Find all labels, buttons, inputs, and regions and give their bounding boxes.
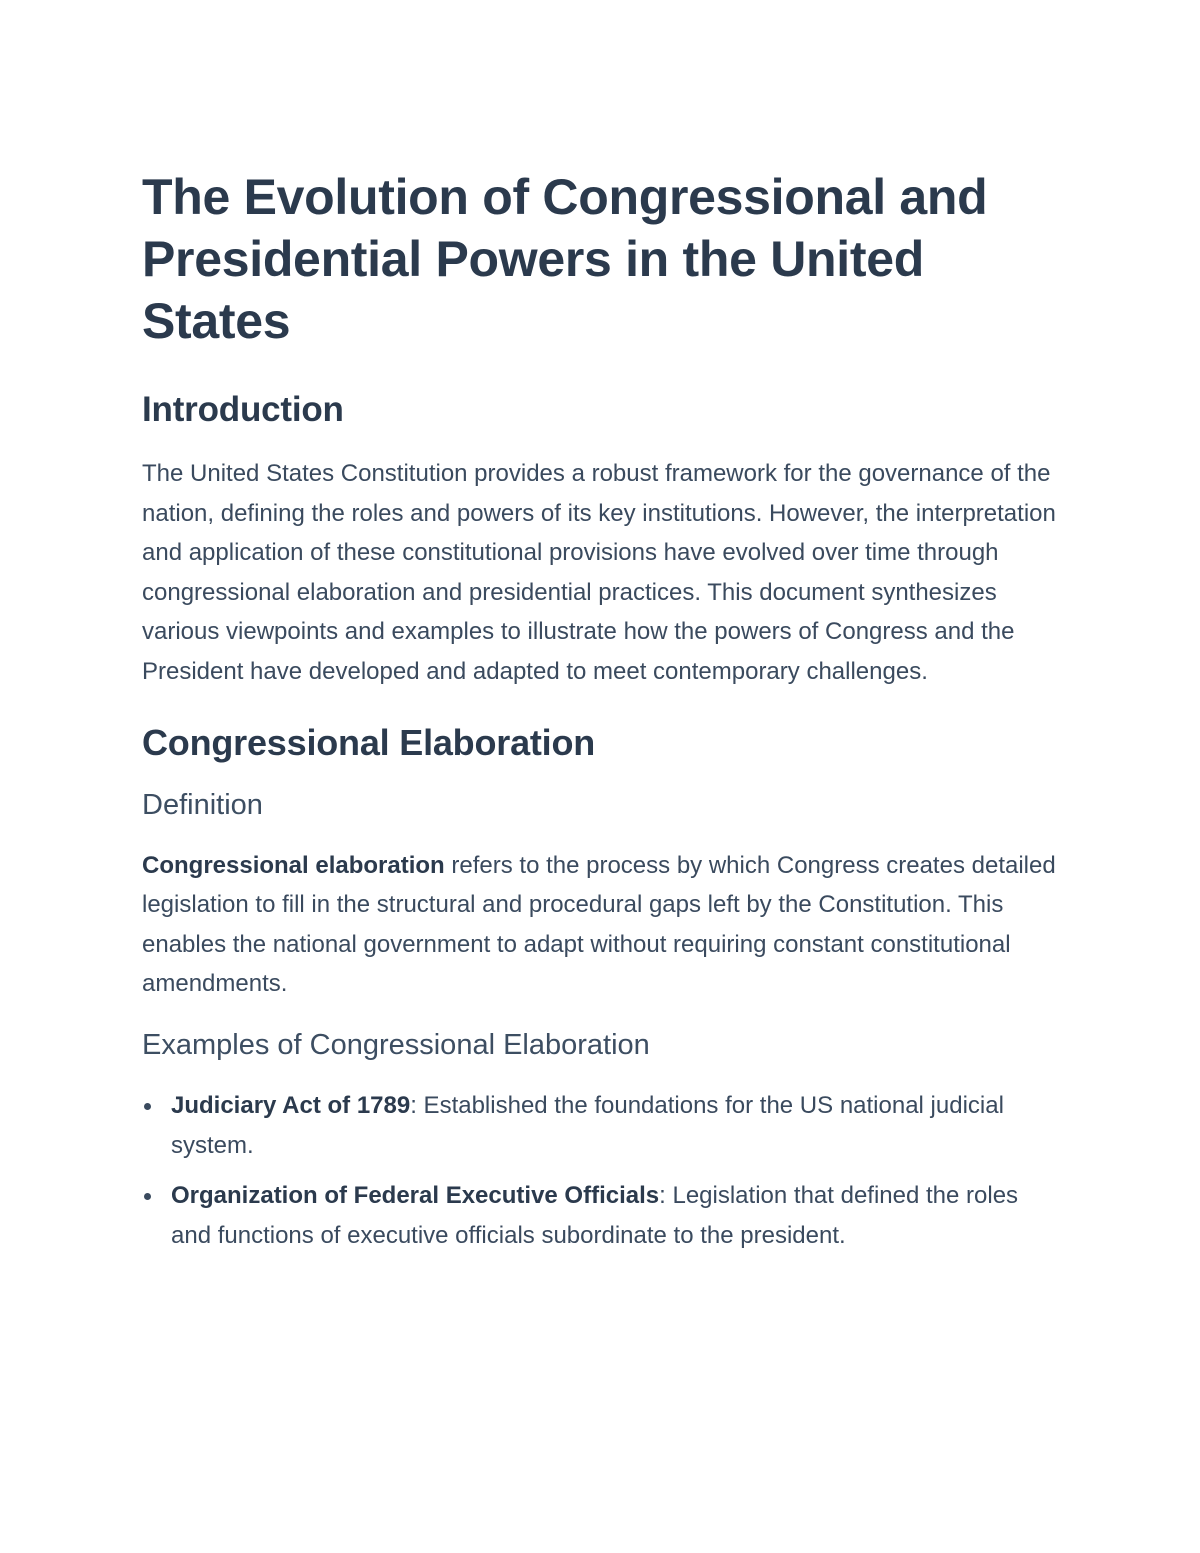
definition-text: refers to the process by which Congress creates detailed legislation to fill in the structural and procedural gaps left by the Constitution. This enables the national government to adapt without requiring constant constitutional amendments. <box>142 851 1056 998</box>
bullet-icon <box>144 1103 151 1110</box>
list-item <box>142 1176 1062 1255</box>
list-item <box>142 1086 1062 1165</box>
introduction-paragraph: The United States Constitution provides a robust framework for the governance of the nation, defining the roles and powers of its key institutions. However, the interpretation and application of these constitutional provisions have evolved over time through congressional elaboration and presidential practices. This document synthesizes various viewpoints and examples to illustrate how the powers of Congress and the President have developed and adapted to meet contemporary challenges. <box>142 460 1056 685</box>
definition-paragraph <box>142 846 1062 1004</box>
document-title: The Evolution of Congressional and Presidential Powers in the United States <box>142 169 988 349</box>
list-item-term: Organization of Federal Executive Officials <box>171 1182 660 1210</box>
list-item-text: : Legislation that defined the roles and functions of executive officials subordinate to the president. <box>171 1182 1019 1249</box>
list-item-term: Judiciary Act of 1789 <box>171 1091 411 1119</box>
bullet-icon <box>144 1193 151 1200</box>
congressional-elaboration-heading: Congressional Elaboration <box>142 721 596 763</box>
document-page <box>142 166 1062 1266</box>
examples-heading: Examples of Congressional Elaboration <box>142 1028 650 1061</box>
list-item-text: : Established the foundations for the US national judicial system. <box>171 1091 1004 1159</box>
examples-list <box>142 1086 1062 1255</box>
introduction-heading: Introduction <box>142 390 344 429</box>
definition-term: Congressional elaboration <box>142 851 445 879</box>
definition-heading: Definition <box>142 788 263 821</box>
